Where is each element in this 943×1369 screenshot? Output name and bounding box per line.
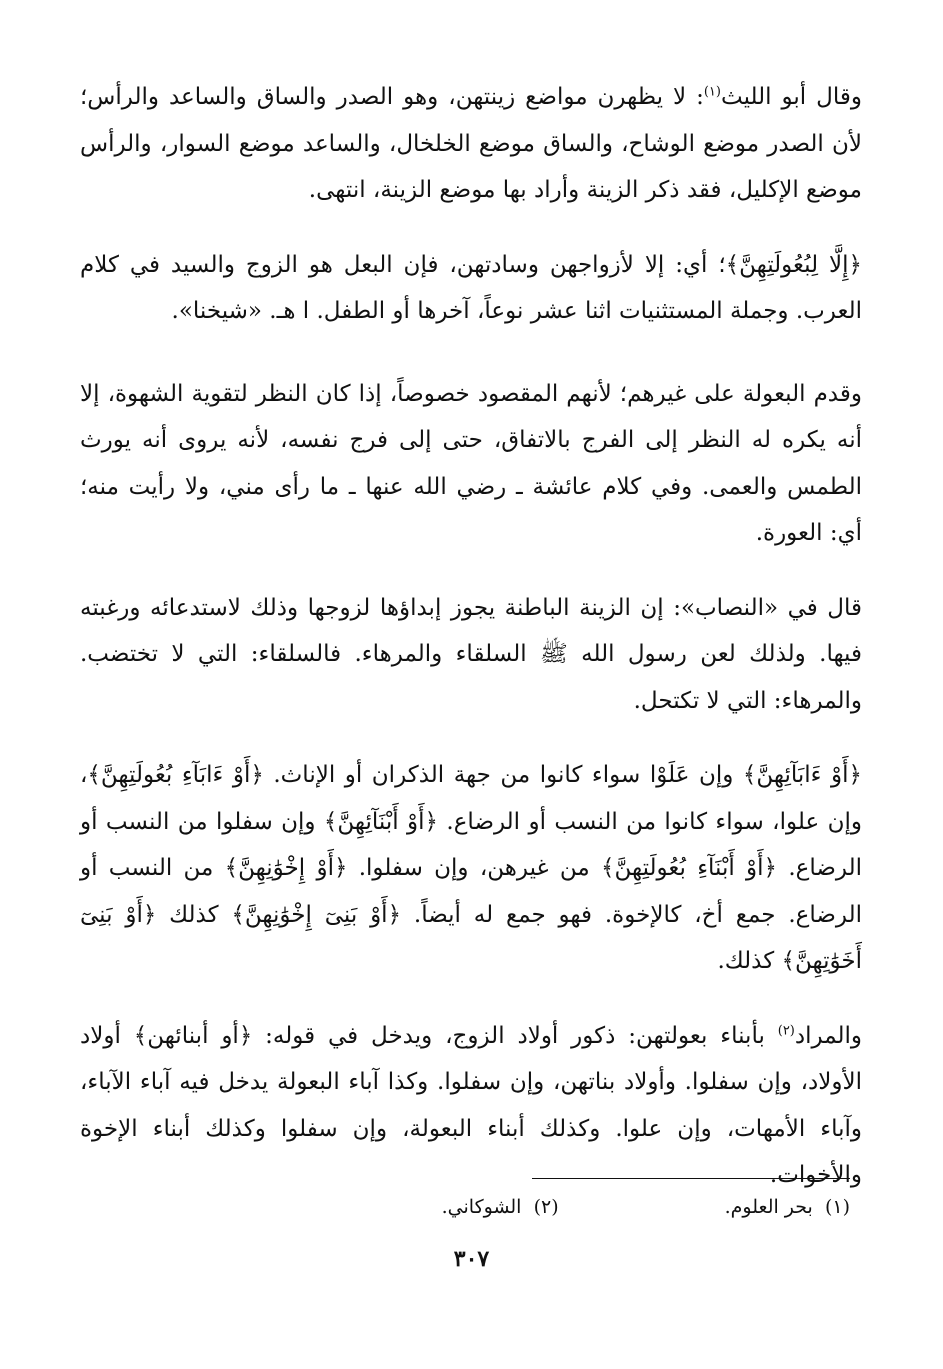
footnote-divider xyxy=(532,1178,850,1179)
footnote-2-text: الشوكاني. xyxy=(441,1196,522,1218)
footnotes xyxy=(150,1192,850,1222)
page-body xyxy=(80,74,862,1227)
paragraph-6-text-b: بأبناء بعولتهن: ذكور أولاد الزوج، ويدخل في قوله: ﴿أو أبنائهن﴾ أولاد الأولاد، وإن سفلوا. وأولاد بناتهن، وإن سفلوا. وكذا آباء البعولة يدخل فيه آباء الآباء، وآباء الأمهات، وإن علوا. وكذلك أبناء البعولة، وإن سفلوا وكذلك أبناء الإخوة والأخوات. xyxy=(80,1022,862,1188)
footnote-2-marker: (٢) xyxy=(533,1196,559,1218)
footnote-1-text: بحر العلوم. xyxy=(724,1196,813,1218)
paragraph-4 xyxy=(80,585,862,725)
footnote-1 xyxy=(725,1192,850,1222)
footnote-2 xyxy=(442,1192,559,1222)
paragraph-3-text: وقدم البعولة على غيرهم؛ لأنهم المقصود خصوصاً، إذا كان النظر لتقوية الشهوة، إلا أنه يكره له النظر إلى الفرج بالاتفاق، حتى إلى فرج نفسه، لأنه يروى أنه يورث الطمس والعمى. وفي كلام عائشة ـ رضي الله عنها ـ ما رأى مني، ولا رأيت منه؛ أي: العورة. xyxy=(80,380,862,546)
paragraph-4-text: قال في «النصاب»: إن الزينة الباطنة يجوز إبداؤها لزوجها وذلك لاستدعائه ورغبته فيها. ولذلك لعن رسول الله ﷺ السلقاء والمرهاء. فالسلقاء: التي لا تختضب. والمرهاء: التي لا تكتحل. xyxy=(80,594,862,714)
paragraph-2 xyxy=(80,242,862,335)
paragraph-6 xyxy=(80,1013,862,1199)
footnote-ref-2[interactable]: (٢) xyxy=(777,1022,795,1038)
footnote-1-marker: (١) xyxy=(824,1196,850,1218)
paragraph-1-text-b: : لا يظهرن مواضع زينتهن، وهو الصدر والساق والساعد والرأس؛ لأن الصدر موضع الوشاح، والساق موضع الخلخال، والساعد موضع السوار، والرأس موضع الإكليل، فقد ذكر الزينة وأراد بها موضع الزينة، انتهى. xyxy=(80,84,862,203)
paragraph-3 xyxy=(80,371,862,557)
paragraph-6-text-a: والمراد xyxy=(794,1022,862,1049)
paragraph-1 xyxy=(80,74,862,214)
paragraph-1-text-a: وقال أبو الليث xyxy=(720,84,862,110)
page-number: ٣٠٧ xyxy=(453,1246,490,1272)
paragraph-5-text: ﴿أَوْ ءَابَآئِهِنَّ﴾ وإن عَلَوْا سواء كانوا من جهة الذكران أو الإناث. ﴿أَوْ ءَابَآءِ بُعُولَتِهِنَّ﴾، وإن علوا، سواء كانوا من النسب أو الرضاع. ﴿أَوْ أَبْنَآئِهِنَّ﴾ وإن سفلوا من النسب أو الرضاع. ﴿أَوْ أَبْنَآءِ بُعُولَتِهِنَّ﴾ من غيرهن، وإن سفلوا. ﴿أَوْ إِخْوَٰنِهِنَّ﴾ من النسب أو الرضاع. جمع أخ، كالإخوة. فهو جمع له أيضاً. ﴿أَوْ بَنِىٓ إِخْوَٰنِهِنَّ﴾ كذلك ﴿أَوْ بَنِىٓ أَخَوَٰتِهِنَّ﴾ كذلك. xyxy=(80,762,862,974)
paragraph-5 xyxy=(80,752,862,985)
footnote-ref-1[interactable]: (١) xyxy=(703,84,721,100)
paragraph-2-text: ﴿إِلَّا لِبُعُولَتِهِنَّ﴾؛ أي: إلا لأزواجهن وسادتهن، فإن البعل هو الزوج والسيد في كلام العرب. وجملة المستثنيات اثنا عشر نوعاً، آخرها أو الطفل. ا هـ. «شيخنا». xyxy=(80,251,862,324)
